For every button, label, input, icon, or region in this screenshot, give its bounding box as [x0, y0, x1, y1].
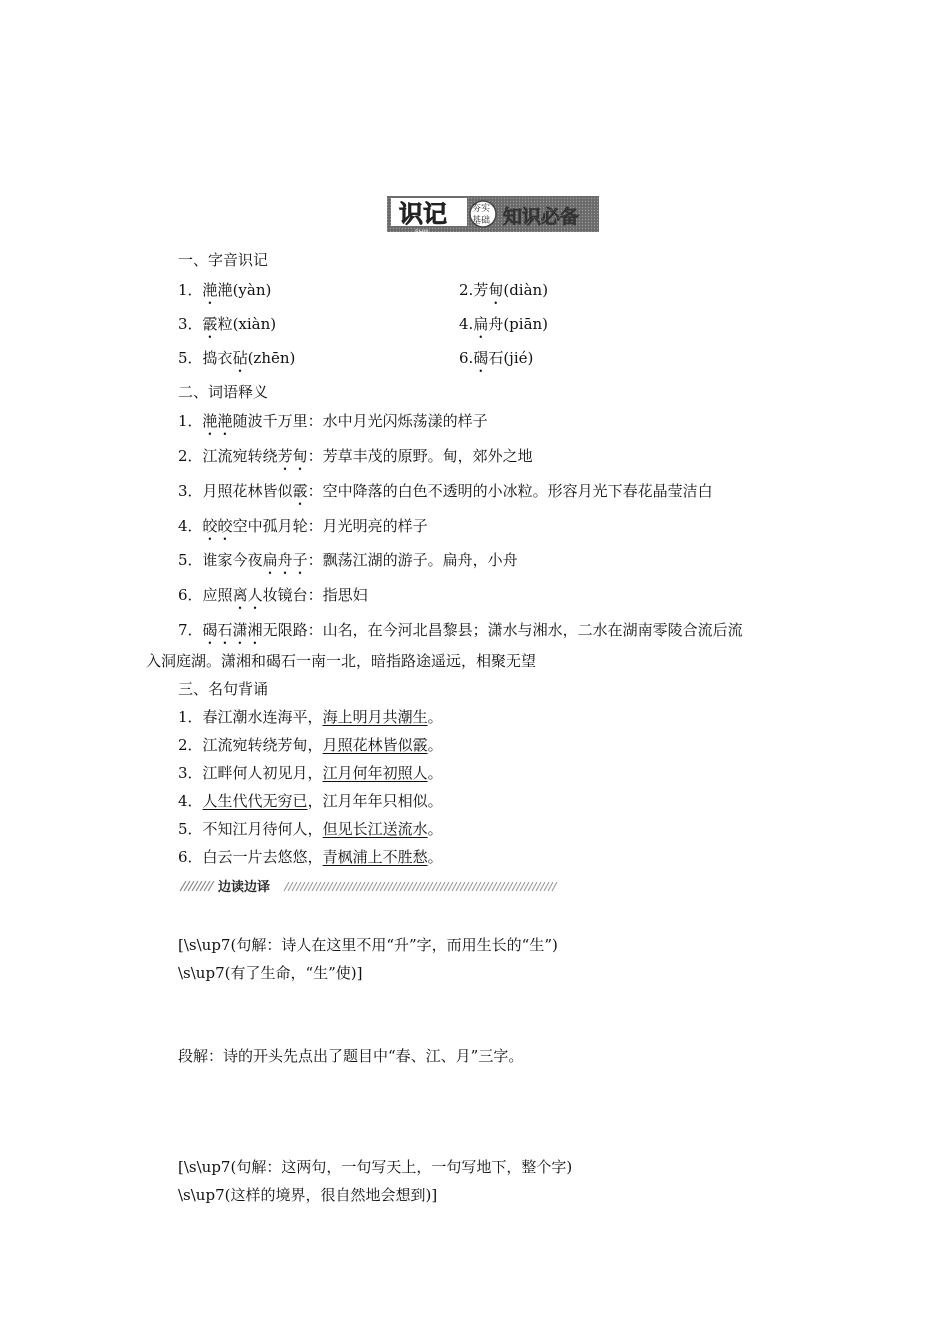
vocab-item: 7．碣石潇湘无限路：山名，在今河北昌黎县；潇水与湘水，二水在湖南零陵合流后流	[178, 621, 743, 639]
pronunciation-item: 2.芳甸(diàn)	[459, 281, 549, 299]
pronunciation-item: 5．捣衣砧(zhēn)	[178, 349, 296, 367]
section-heading: 三、名句背诵	[178, 680, 269, 698]
vocab-item: 1．滟滟随波千万里：水中月光闪烁荡漾的样子	[178, 412, 488, 430]
note-line: \s\up7(这样的境界，很自然地会想到)]	[178, 1186, 438, 1204]
recitation-item: 6．白云一片去悠悠，青枫浦上不胜愁。	[178, 848, 443, 866]
recitation-item: 4．人生代代无穷已，江月年年只相似。	[178, 792, 443, 810]
note-line: [\s\up7(句解：诗人在这里不用“升”字，而用生长的“生”)	[178, 936, 558, 954]
recitation-item: 3．江畔何人初见月，江月何年初照人。	[178, 764, 443, 782]
pronunciation-item: 1．滟滟(yàn)	[178, 281, 272, 299]
note-line: 段解：诗的开头先点出了题目中“春、江、月”三字。	[178, 1047, 524, 1065]
note-line: \s\up7(有了生命，“生”使)]	[178, 964, 363, 982]
section-banner	[383, 194, 603, 236]
note-line: [\s\up7(句解：这两句，一句写天上，一句写地下，整个字)	[178, 1158, 573, 1176]
vocab-item: 6．应照离人妆镜台：指思妇	[178, 586, 368, 604]
section-heading: 一、字音识记	[178, 251, 269, 269]
banner-main-text: 识记	[399, 200, 447, 228]
vocab-item-continuation: 入洞庭湖。潇湘和碣石一南一北，暗指路途遥远，相聚无望	[146, 652, 537, 670]
banner-sub-text: 知识必备	[503, 206, 580, 228]
banner-pinyin: SHIJI	[415, 229, 429, 236]
vocab-item: 3．月照花林皆似霰：空中降落的白色不透明的小冰粒。形容月光下春花晶莹洁白	[178, 482, 713, 500]
pronunciation-item: 6.碣石(jié)	[459, 349, 534, 367]
pronunciation-item: 4.扁舟(piān)	[459, 315, 549, 333]
vocab-item: 4．皎皎空中孤月轮：月光明亮的样子	[178, 517, 428, 535]
banner-small-top: 夯实	[472, 204, 491, 214]
recitation-item: 5．不知江月待何人，但见长江送流水。	[178, 820, 443, 838]
banner-small-bottom: 基础	[472, 216, 491, 226]
recitation-item: 1．春江潮水连海平，海上明月共潮生。	[178, 708, 443, 726]
vocab-item: 2．江流宛转绕芳甸：芳草丰茂的原野。甸，郊外之地	[178, 447, 533, 465]
recitation-item: 2．江流宛转绕芳甸，月照花林皆似霰。	[178, 736, 443, 754]
vocab-item: 5．谁家今夜扁舟子：飘荡江湖的游子。扁舟，小舟	[178, 551, 518, 569]
reading-label: 边读边译	[218, 880, 271, 894]
section-heading: 二、词语释义	[178, 383, 269, 401]
reading-divider	[178, 878, 558, 894]
pronunciation-item: 3．霰粒(xiàn)	[178, 315, 277, 333]
